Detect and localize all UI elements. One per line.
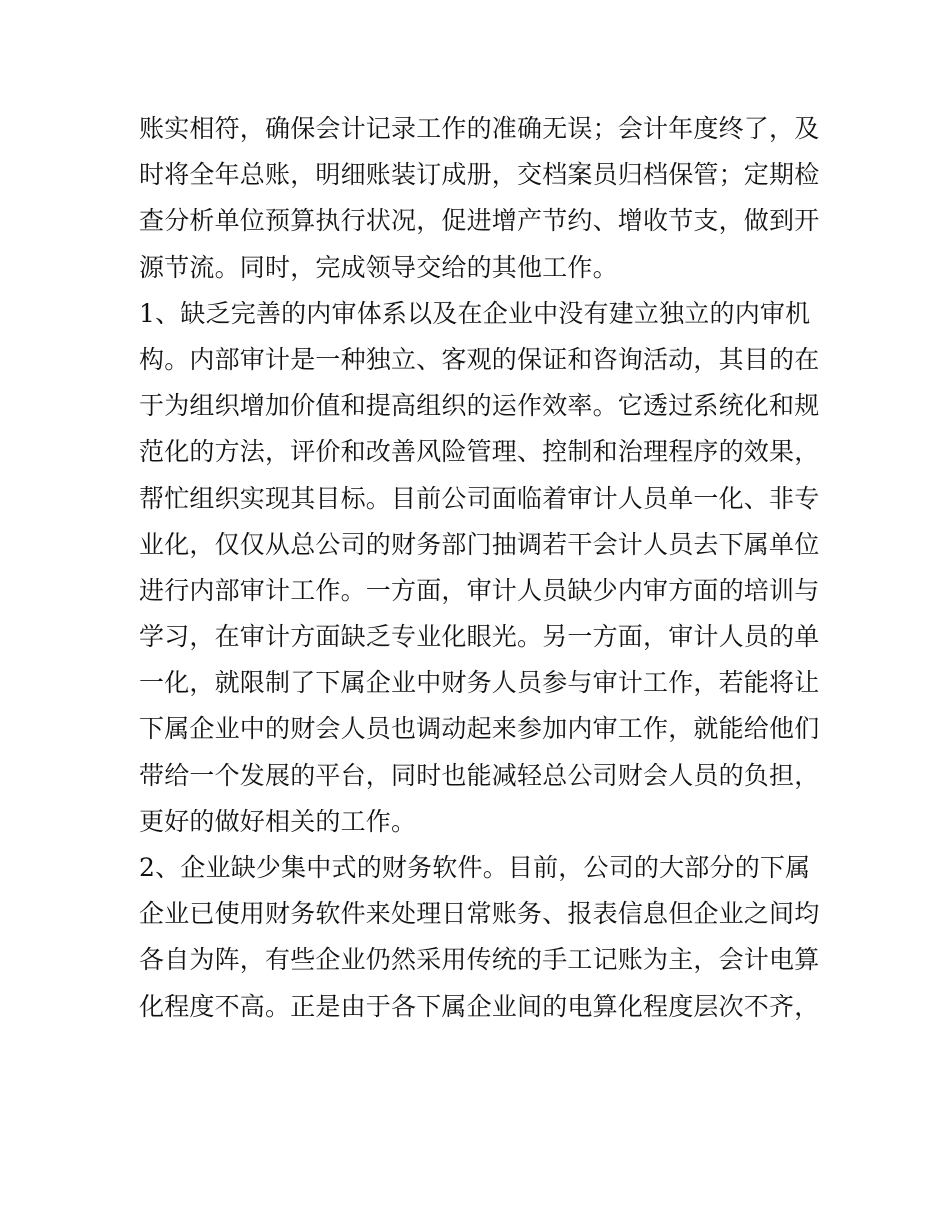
text-line: 化程度不高。正是由于各下属企业间的电算化程度层次不齐， <box>139 991 820 1021</box>
text-line: 进行内部审计工作。一方面，审计人员缺少内审方面的培训与 <box>139 575 820 605</box>
text-line: 带给一个发展的平台，同时也能减轻总公司财会人员的负担， <box>139 760 820 790</box>
text-line: 查分析单位预算执行状况，促进增产节约、增收节支，做到开 <box>139 206 820 236</box>
text-line: 业化，仅仅从总公司的财务部门抽调若干会计人员去下属单位 <box>139 529 820 559</box>
text-line: 于为组织增加价值和提高组织的运作效率。它透过系统化和规 <box>139 391 820 421</box>
text-line: 企业已使用财务软件来处理日常账务、报表信息但企业之间均 <box>139 899 820 929</box>
text-line: 各自为阵，有些企业仍然采用传统的手工记账为主，会计电算 <box>139 945 820 975</box>
text-line: 账实相符，确保会计记录工作的准确无误；会计年度终了，及 <box>139 114 820 143</box>
text-line: 更好的做好相关的工作。 <box>139 806 417 836</box>
text-line: 一化，就限制了下属企业中财务人员参与审计工作，若能将让 <box>139 668 820 698</box>
text-line: 1、缺乏完善的内审体系以及在企业中没有建立独立的内审机 <box>139 298 811 328</box>
text-line: 时将全年总账，明细账装订成册，交档案员归档保管；定期检 <box>139 160 820 190</box>
text-line: 下属企业中的财会人员也调动起来参加内审工作，就能给他们 <box>139 714 820 744</box>
text-line: 2、企业缺少集中式的财务软件。目前，公司的大部分的下属 <box>139 853 811 882</box>
text-line: 帮忙组织实现其目标。目前公司面临着审计人员单一化、非专 <box>139 483 820 513</box>
text-line: 学习，在审计方面缺乏专业化眼光。另一方面，审计人员的单 <box>139 622 820 652</box>
text-line: 构。内部审计是一种独立、客观的保证和咨询活动，其目的在 <box>139 344 820 374</box>
body-text <box>139 106 819 1030</box>
text-line: 源节流。同时，完成领导交给的其他工作。 <box>139 252 618 282</box>
text-line: 范化的方法，评价和改善风险管理、控制和治理程序的效果， <box>139 437 820 467</box>
